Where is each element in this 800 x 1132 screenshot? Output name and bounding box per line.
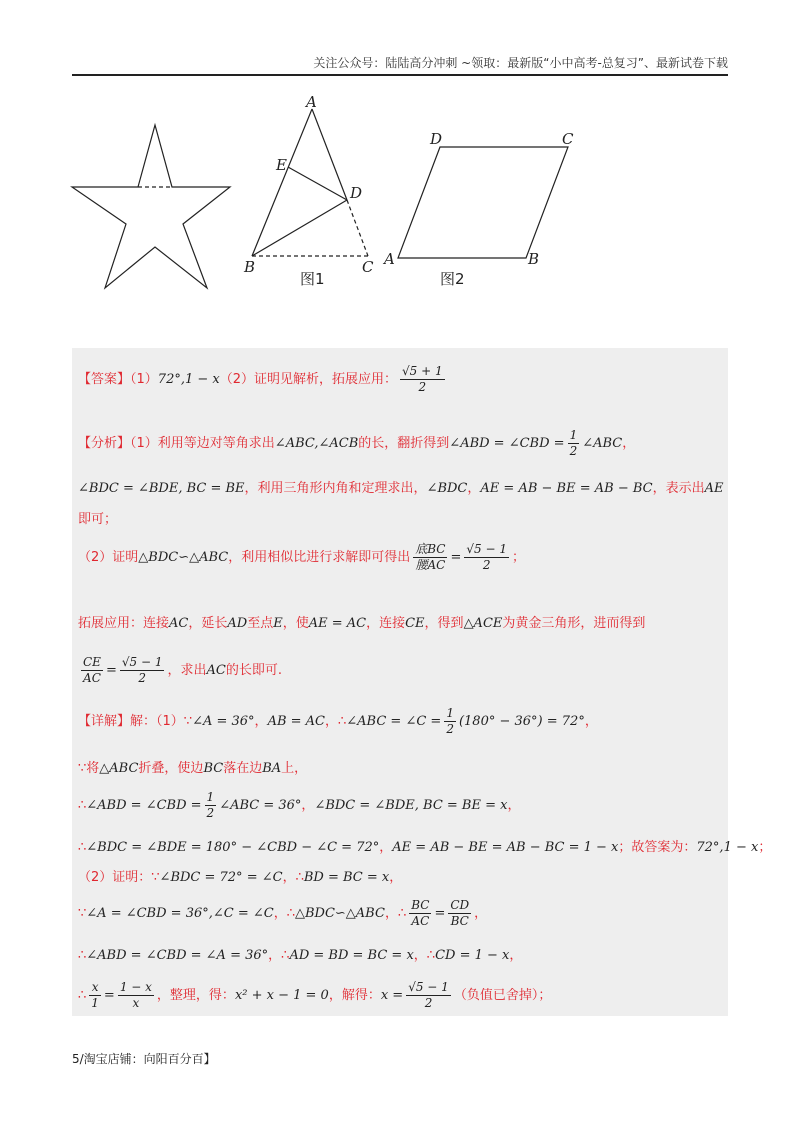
text: ∴ [78, 988, 87, 1003]
fraction [81, 655, 103, 686]
frac-num: x [89, 980, 101, 996]
answer-fraction [400, 364, 445, 395]
text: 折叠，使边 [138, 761, 204, 776]
text: ， [509, 948, 523, 963]
text: ， [467, 481, 481, 496]
text: 落在边 [223, 761, 263, 776]
fraction [120, 655, 165, 686]
math: △BDC∽△ABC [138, 550, 229, 565]
fraction [448, 898, 471, 929]
frac-den: 2 [138, 671, 146, 685]
text: 的长即可. [225, 663, 282, 678]
fraction [406, 980, 451, 1011]
label-E: E [276, 156, 287, 174]
analysis-line-2 [78, 477, 724, 496]
header-text: 关注公众号：陆陆高分冲刺 ~领取：最新版“小中高考-总复习”、最新试卷下载 [313, 56, 728, 70]
text: ，连接 [366, 616, 406, 631]
text: 为黄金三角形，进而得到 [502, 616, 646, 631]
math: AE = AB − BE = AB − BC [480, 481, 653, 496]
math: AB = AC [267, 714, 325, 729]
math: ∠ABC = 36° [219, 798, 302, 813]
text: ，使 [282, 616, 309, 631]
math: AE [704, 481, 724, 496]
figures-area [60, 92, 620, 302]
fraction [205, 790, 217, 821]
text: ，得到 [424, 616, 464, 631]
page-footer [72, 1050, 216, 1067]
text: ，求出 [167, 663, 207, 678]
text: （1）利用等边对等角求出 [130, 436, 275, 451]
text: ，∴ [282, 870, 304, 885]
frac-num: 1 − x [119, 980, 152, 994]
page-header [72, 54, 728, 76]
answer-math1: 72°,1 − x [157, 372, 220, 387]
math: AE = AB − BE = AB − BC = 1 − x [392, 840, 619, 855]
text: （2）证明 [78, 550, 139, 565]
detail-line-1 [78, 706, 598, 737]
math: 72°,1 − x [696, 840, 759, 855]
math: △ACE [463, 616, 503, 631]
text: ； [758, 840, 772, 855]
frac-den: 2 [446, 722, 454, 736]
detail-line-2 [78, 757, 307, 776]
math: x = [380, 988, 404, 1003]
math: BD = BC = x [303, 870, 390, 885]
frac-den: 2 [418, 380, 427, 394]
answer-line [78, 364, 448, 395]
fraction [444, 706, 456, 737]
analysis-line-4 [78, 542, 525, 573]
fraction [464, 542, 509, 573]
math: BA [262, 761, 282, 776]
text: ∵将 [78, 761, 100, 776]
answer-part2: （2）证明见解析，拓展应用： [219, 372, 398, 387]
fraction [568, 428, 580, 459]
math: △BDC∽△ABC [294, 906, 385, 921]
math: ∠ABD = ∠CBD = ∠A = 36° [86, 948, 269, 963]
frac-num: 1 [206, 790, 215, 804]
text: ，∴ [268, 948, 290, 963]
text: ∴ [78, 798, 87, 813]
detail-line-6 [78, 898, 487, 929]
text: ， [507, 798, 521, 813]
text: （2）证明：∵ [78, 870, 160, 885]
fraction [118, 980, 154, 1011]
analysis-line-5 [78, 612, 645, 631]
frac-num: √5 − 1 [121, 655, 163, 669]
para-label-D: D [430, 130, 443, 148]
math: ∠ABD = ∠CBD = [86, 798, 202, 813]
text: ， [301, 798, 315, 813]
math: AC [206, 663, 226, 678]
math: (180° − 36°) = 72° [458, 714, 585, 729]
math: ∠BDC [426, 481, 468, 496]
frac-den: 腰AC [415, 558, 446, 572]
star-figure [72, 125, 230, 288]
frac-den: 2 [206, 806, 215, 820]
math: ∠ABD = ∠CBD = [449, 436, 565, 451]
math: AC [169, 616, 189, 631]
math: ∠BDC = 72° = ∠C [159, 870, 283, 885]
frac-num: 1 [569, 428, 578, 442]
math: ∠A = ∠CBD = 36°,∠C = ∠C [86, 906, 274, 921]
text: ，延长 [188, 616, 228, 631]
text: 的长，翻折得到 [358, 436, 450, 451]
text: ，∴ [413, 948, 436, 963]
detail-line-4 [78, 836, 771, 855]
caption-fig2: 图2 [440, 270, 465, 288]
fraction [89, 980, 101, 1011]
frac-num: 1 [446, 706, 454, 720]
text: 拓展应用：连接 [78, 616, 170, 631]
math: ∠A = 36° [192, 714, 255, 729]
math: AD = BD = BC = x [289, 948, 414, 963]
frac-num: √5 − 1 [408, 980, 449, 994]
math: ∠BDC = ∠BDE, BC = BE [78, 481, 245, 496]
math: △ABC [99, 761, 139, 776]
text: ∴ [78, 948, 87, 963]
text: ，∴ [325, 714, 347, 729]
frac-den: 1 [91, 996, 99, 1010]
label-A: A [306, 93, 317, 111]
text: ；故答案为： [618, 840, 697, 855]
text: ，解得： [328, 988, 381, 1003]
detail-tag: 【详解】 [78, 714, 131, 729]
text: ， [474, 906, 488, 921]
frac-num: BC [411, 898, 430, 912]
analysis-line-3 [78, 508, 117, 527]
text: （负值已舍掉）； [453, 988, 552, 1003]
label-D: D [350, 184, 363, 202]
text: ， [389, 870, 403, 885]
detail-line-3 [78, 790, 520, 821]
text: ， [254, 714, 268, 729]
text: ， [379, 840, 393, 855]
math: ∠BDC = ∠BDE, BC = BE = x [314, 798, 508, 813]
frac-num: CE [83, 655, 101, 669]
math: ∠ABC = ∠C = [346, 714, 442, 729]
text: ，利用三角形内角和定理求出， [244, 481, 427, 496]
text: ； [512, 550, 526, 565]
para-label-A: A [384, 250, 395, 268]
text: ，∴ [273, 906, 295, 921]
text: ，利用相似比进行求解即可得出 [228, 550, 411, 565]
text: 即可； [78, 512, 118, 527]
frac-num: CD [450, 898, 470, 912]
text: ， [622, 436, 636, 451]
math: = [434, 906, 446, 921]
para-label-C: C [562, 130, 574, 148]
text: 至点 [247, 616, 274, 631]
text: ，整理，得： [156, 988, 235, 1003]
text: 解：（1）∵ [130, 714, 193, 729]
para-label-B: B [528, 250, 540, 268]
detail-line-5 [78, 866, 402, 885]
math: ∠BDC = ∠BDE = 180° − ∠CBD − ∠C = 72° [86, 840, 380, 855]
fraction [409, 898, 431, 929]
caption-fig1: 图1 [300, 270, 325, 288]
text: ∵ [78, 906, 87, 921]
frac-den: 2 [569, 444, 578, 458]
text: ，表示出 [652, 481, 705, 496]
label-C: C [362, 258, 374, 276]
parallelogram-figure [398, 147, 568, 258]
text: ，∴ [384, 906, 407, 921]
frac-num: √5 + 1 [402, 364, 443, 378]
answer-tag: 【答案】 [78, 372, 131, 387]
text: ， [584, 714, 598, 729]
math: AD [227, 616, 248, 631]
math: ∠ABC [582, 436, 623, 451]
math: CE [405, 616, 425, 631]
analysis-line-1 [78, 428, 635, 459]
frac-den: 2 [424, 996, 433, 1010]
math: AE = AC [308, 616, 367, 631]
frac-num: 底BC [415, 542, 446, 556]
math: x² + x − 1 = 0 [234, 988, 329, 1003]
frac-den: x [132, 996, 140, 1010]
text: ∴ [78, 840, 87, 855]
fraction [413, 542, 447, 573]
math: BC [203, 761, 224, 776]
detail-line-8 [78, 980, 551, 1011]
triangle-figure [252, 109, 368, 256]
math: = [103, 988, 115, 1003]
label-B: B [244, 258, 256, 276]
frac-den: BC [450, 914, 469, 928]
text: 上， [281, 761, 308, 776]
frac-den: AC [411, 914, 430, 928]
math: CD = 1 − x [435, 948, 510, 963]
answer-part1: （1） [130, 372, 158, 387]
detail-line-7 [78, 944, 522, 963]
frac-num: √5 − 1 [466, 542, 507, 556]
analysis-tag: 【分析】 [78, 436, 131, 451]
frac-den: 2 [482, 558, 491, 572]
math: = [450, 550, 462, 565]
analysis-line-6 [78, 655, 282, 686]
math: ∠ABC,∠ACB [274, 436, 359, 451]
math: E [273, 616, 283, 631]
frac-den: AC [83, 671, 101, 685]
math: = [105, 663, 117, 678]
footer-text: 5/淘宝店铺：向阳百分百】 [72, 1052, 216, 1066]
